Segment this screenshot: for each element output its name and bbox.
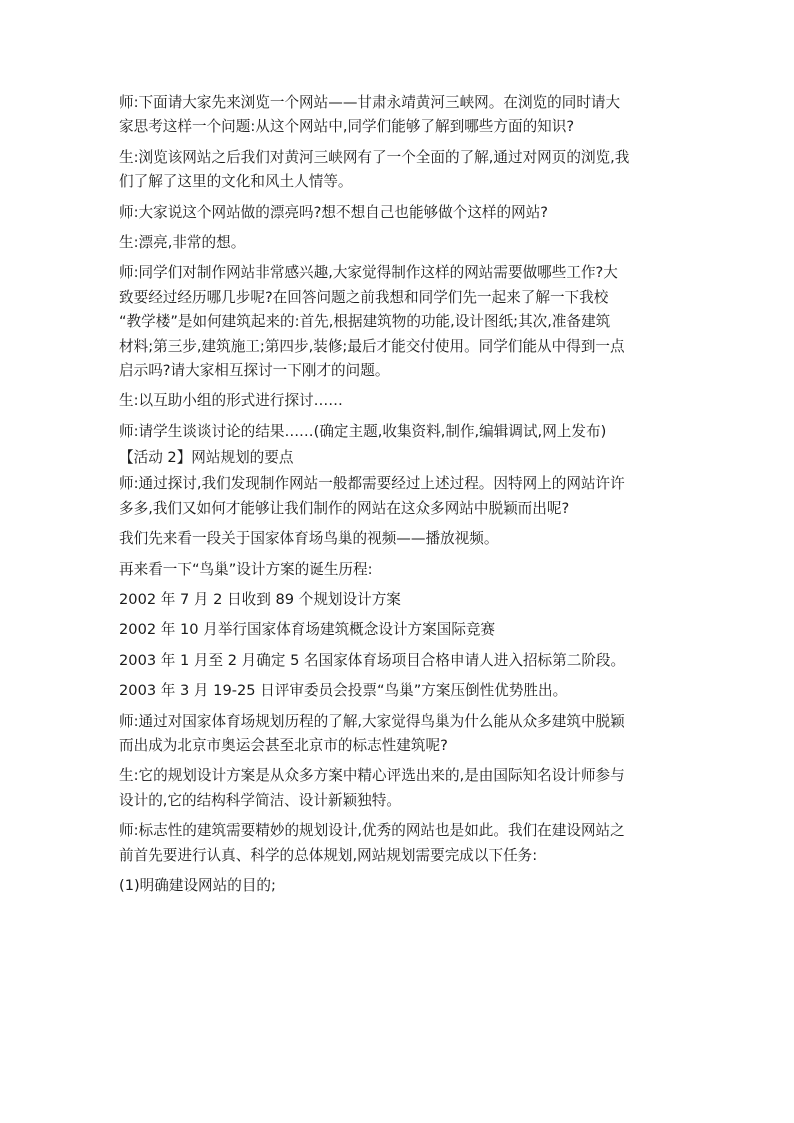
timeline-item	[119, 649, 679, 673]
text-line: 材料;第三步,建筑施工;第四步,装修;最后才能交付使用。同学们能从中得到一点	[119, 337, 625, 355]
paragraph-video	[119, 527, 679, 551]
paragraph-teacher-result	[119, 420, 679, 444]
paragraph-teacher-intro	[119, 91, 679, 140]
text-line: 生:浏览该网站之后我们对黄河三峡网有了一个全面的了解,通过对网页的浏览,我	[119, 148, 630, 166]
text-line: 前首先要进行认真、科学的总体规划,网站规划需要完成以下任务:	[119, 846, 538, 864]
timeline-item	[119, 618, 679, 642]
paragraph-teacher-explore	[119, 472, 679, 521]
text-line: (1)明确建设网站的目的;	[119, 876, 276, 894]
text-line: 师:同学们对制作网站非常感兴趣,大家觉得制作这样的网站需要做哪些工作?大	[119, 264, 618, 282]
paragraph-design-history	[119, 558, 679, 582]
text-line: 生:漂亮,非常的想。	[119, 233, 246, 251]
paragraph-student-answer	[119, 146, 679, 195]
text-line: 师:通过对国家体育场规划历程的了解,大家觉得鸟巢为什么能从众多建筑中脱颖	[119, 712, 625, 730]
paragraph-student-reply	[119, 231, 679, 255]
text-line: 师:标志性的建筑需要精妙的规划设计,优秀的网站也是如此。我们在建设网站之	[119, 822, 625, 840]
text-line: 2003 年 3 月 19-25 日评审委员会投票“鸟巢”方案压倒性优势胜出。	[119, 682, 568, 700]
paragraph-student-discussion	[119, 389, 679, 413]
text-line: 2003 年 1 月至 2 月确定 5 名国家体育场项目合格申请人进入招标第二阶段。	[119, 651, 626, 669]
text-line: 而出成为北京市奥运会甚至北京市的标志性建筑呢?	[119, 736, 448, 754]
list-item	[119, 874, 679, 898]
text-line: 多多,我们又如何才能够让我们制作的网站在这众多网站中脱颖而出呢?	[119, 499, 570, 517]
text-line: 【活动 2】网站规划的要点	[119, 449, 294, 467]
text-line: 我们先来看一段关于国家体育场鸟巢的视频——播放视频。	[119, 530, 499, 548]
paragraph-teacher-birdnest	[119, 710, 679, 759]
text-line: 再来看一下“鸟巢”设计方案的诞生历程:	[119, 560, 373, 578]
timeline-item	[119, 679, 679, 703]
text-line: 2002 年 10 月举行国家体育场建筑概念设计方案国际竞赛	[119, 621, 496, 639]
text-line: 致要经过经历哪几步呢?在回答问题之前我想和同学们先一起来了解一下我校	[119, 288, 609, 306]
timeline-item	[119, 588, 679, 612]
activity-heading	[119, 446, 679, 470]
text-line: 设计的,它的结构科学简洁、设计新颖独特。	[119, 791, 401, 809]
text-line: 启示吗?请大家相互探讨一下刚才的问题。	[119, 361, 390, 379]
paragraph-teacher-planning	[119, 819, 679, 868]
paragraph-student-design	[119, 764, 679, 813]
paragraph-teacher-question	[119, 201, 679, 225]
text-line: 师:大家说这个网站做的漂亮吗?想不想自己也能够做个这样的网站?	[119, 203, 549, 221]
text-line: 生:以互助小组的形式进行探讨……	[119, 392, 343, 410]
text-line: 师:通过探讨,我们发现制作网站一般都需要经过上述过程。因特网上的网站许许	[119, 475, 625, 493]
text-line: 2002 年 7 月 2 日收到 89 个规划设计方案	[119, 591, 401, 609]
paragraph-teacher-building	[119, 261, 679, 383]
text-line: 生:它的规划设计方案是从众多方案中精心评选出来的,是由国际知名设计师参与	[119, 767, 625, 785]
text-line: 家思考这样一个问题:从这个网站中,同学们能够了解到哪些方面的知识?	[119, 118, 575, 136]
text-line: “教学楼”是如何建筑起来的:首先,根据建筑物的功能,设计图纸;其次,准备建筑	[119, 313, 611, 331]
text-line: 师:请学生谈谈讨论的结果……(确定主题,收集资料,制作,编辑调试,网上发布)	[119, 422, 607, 440]
text-line: 师:下面请大家先来浏览一个网站——甘肃永靖黄河三峡网。在浏览的同时请大	[119, 94, 621, 111]
text-line: 们了解了这里的文化和风土人情等。	[119, 173, 353, 191]
document-body	[119, 91, 679, 898]
